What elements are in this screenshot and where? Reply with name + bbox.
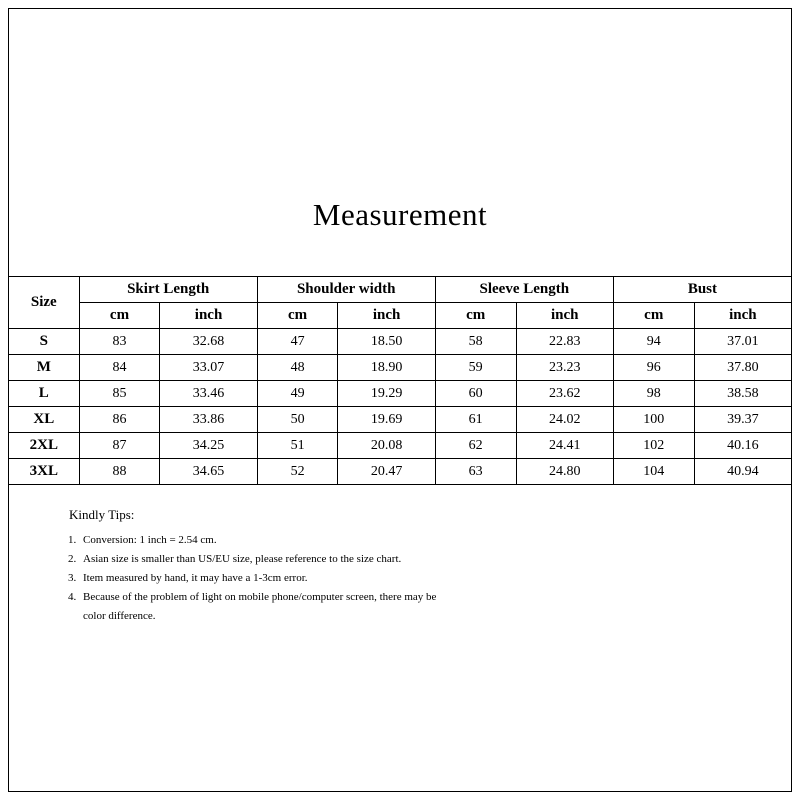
table-row	[9, 407, 792, 433]
value-cell: 39.37	[694, 407, 791, 433]
value-cell: 87	[79, 433, 160, 459]
value-cell: 37.01	[694, 329, 791, 355]
header-group-row	[9, 277, 792, 303]
tips-list	[55, 531, 439, 626]
value-cell: 23.23	[516, 355, 613, 381]
value-cell: 32.68	[160, 329, 257, 355]
value-cell: 38.58	[694, 381, 791, 407]
table-row	[9, 459, 792, 485]
value-cell: 22.83	[516, 329, 613, 355]
value-cell: 18.90	[338, 355, 435, 381]
table-row	[9, 381, 792, 407]
size-cell: L	[9, 381, 80, 407]
table-row	[9, 329, 792, 355]
value-cell: 33.86	[160, 407, 257, 433]
tip-item: 4. Because of the problem of light on mobile phone/computer screen, there may be color difference.	[79, 588, 439, 626]
unit-inch: inch	[694, 303, 791, 329]
value-cell: 40.16	[694, 433, 791, 459]
tips-title: Kindly Tips:	[69, 507, 135, 522]
tip-item: 3. Item measured by hand, it may have a 1-3cm error.	[79, 569, 439, 588]
value-cell: 47	[257, 329, 338, 355]
size-chart-body	[9, 329, 792, 485]
value-cell: 100	[613, 407, 694, 433]
table-row	[9, 433, 792, 459]
value-cell: 59	[435, 355, 516, 381]
value-cell: 34.65	[160, 459, 257, 485]
value-cell: 40.94	[694, 459, 791, 485]
page-title: Measurement	[312, 197, 488, 232]
value-cell: 50	[257, 407, 338, 433]
value-cell: 24.02	[516, 407, 613, 433]
unit-cm: cm	[613, 303, 694, 329]
value-cell: 20.47	[338, 459, 435, 485]
header-shoulder-width: Shoulder width	[257, 277, 435, 303]
header-sleeve-length: Sleeve Length	[435, 277, 613, 303]
value-cell: 60	[435, 381, 516, 407]
tip-item: 2. Asian size is smaller than US/EU size, please reference to the size chart.	[79, 550, 439, 569]
value-cell: 98	[613, 381, 694, 407]
unit-cm: cm	[435, 303, 516, 329]
unit-inch: inch	[160, 303, 257, 329]
value-cell: 19.69	[338, 407, 435, 433]
value-cell: 19.29	[338, 381, 435, 407]
value-cell: 61	[435, 407, 516, 433]
header-skirt-length: Skirt Length	[79, 277, 257, 303]
value-cell: 102	[613, 433, 694, 459]
value-cell: 85	[79, 381, 160, 407]
value-cell: 63	[435, 459, 516, 485]
value-cell: 33.46	[160, 381, 257, 407]
value-cell: 37.80	[694, 355, 791, 381]
unit-cm: cm	[79, 303, 160, 329]
value-cell: 20.08	[338, 433, 435, 459]
tip-item: 1. Conversion: 1 inch = 2.54 cm.	[79, 531, 439, 550]
unit-cm: cm	[257, 303, 338, 329]
size-cell: 2XL	[9, 433, 80, 459]
size-cell: M	[9, 355, 80, 381]
page-frame	[8, 8, 792, 792]
header-unit-row	[9, 303, 792, 329]
value-cell: 49	[257, 381, 338, 407]
value-cell: 86	[79, 407, 160, 433]
value-cell: 52	[257, 459, 338, 485]
value-cell: 23.62	[516, 381, 613, 407]
value-cell: 34.25	[160, 433, 257, 459]
value-cell: 18.50	[338, 329, 435, 355]
header-bust: Bust	[613, 277, 791, 303]
size-chart-header	[9, 277, 792, 329]
value-cell: 96	[613, 355, 694, 381]
header-size: Size	[9, 277, 80, 329]
value-cell: 94	[613, 329, 694, 355]
value-cell: 62	[435, 433, 516, 459]
value-cell: 104	[613, 459, 694, 485]
size-chart-table	[8, 276, 792, 485]
value-cell: 24.41	[516, 433, 613, 459]
value-cell: 48	[257, 355, 338, 381]
size-cell: 3XL	[9, 459, 80, 485]
value-cell: 51	[257, 433, 338, 459]
unit-inch: inch	[516, 303, 613, 329]
value-cell: 33.07	[160, 355, 257, 381]
value-cell: 88	[79, 459, 160, 485]
table-row	[9, 355, 792, 381]
value-cell: 58	[435, 329, 516, 355]
value-cell: 84	[79, 355, 160, 381]
unit-inch: inch	[338, 303, 435, 329]
value-cell: 83	[79, 329, 160, 355]
size-cell: XL	[9, 407, 80, 433]
size-cell: S	[9, 329, 80, 355]
value-cell: 24.80	[516, 459, 613, 485]
tips-section	[55, 507, 791, 626]
